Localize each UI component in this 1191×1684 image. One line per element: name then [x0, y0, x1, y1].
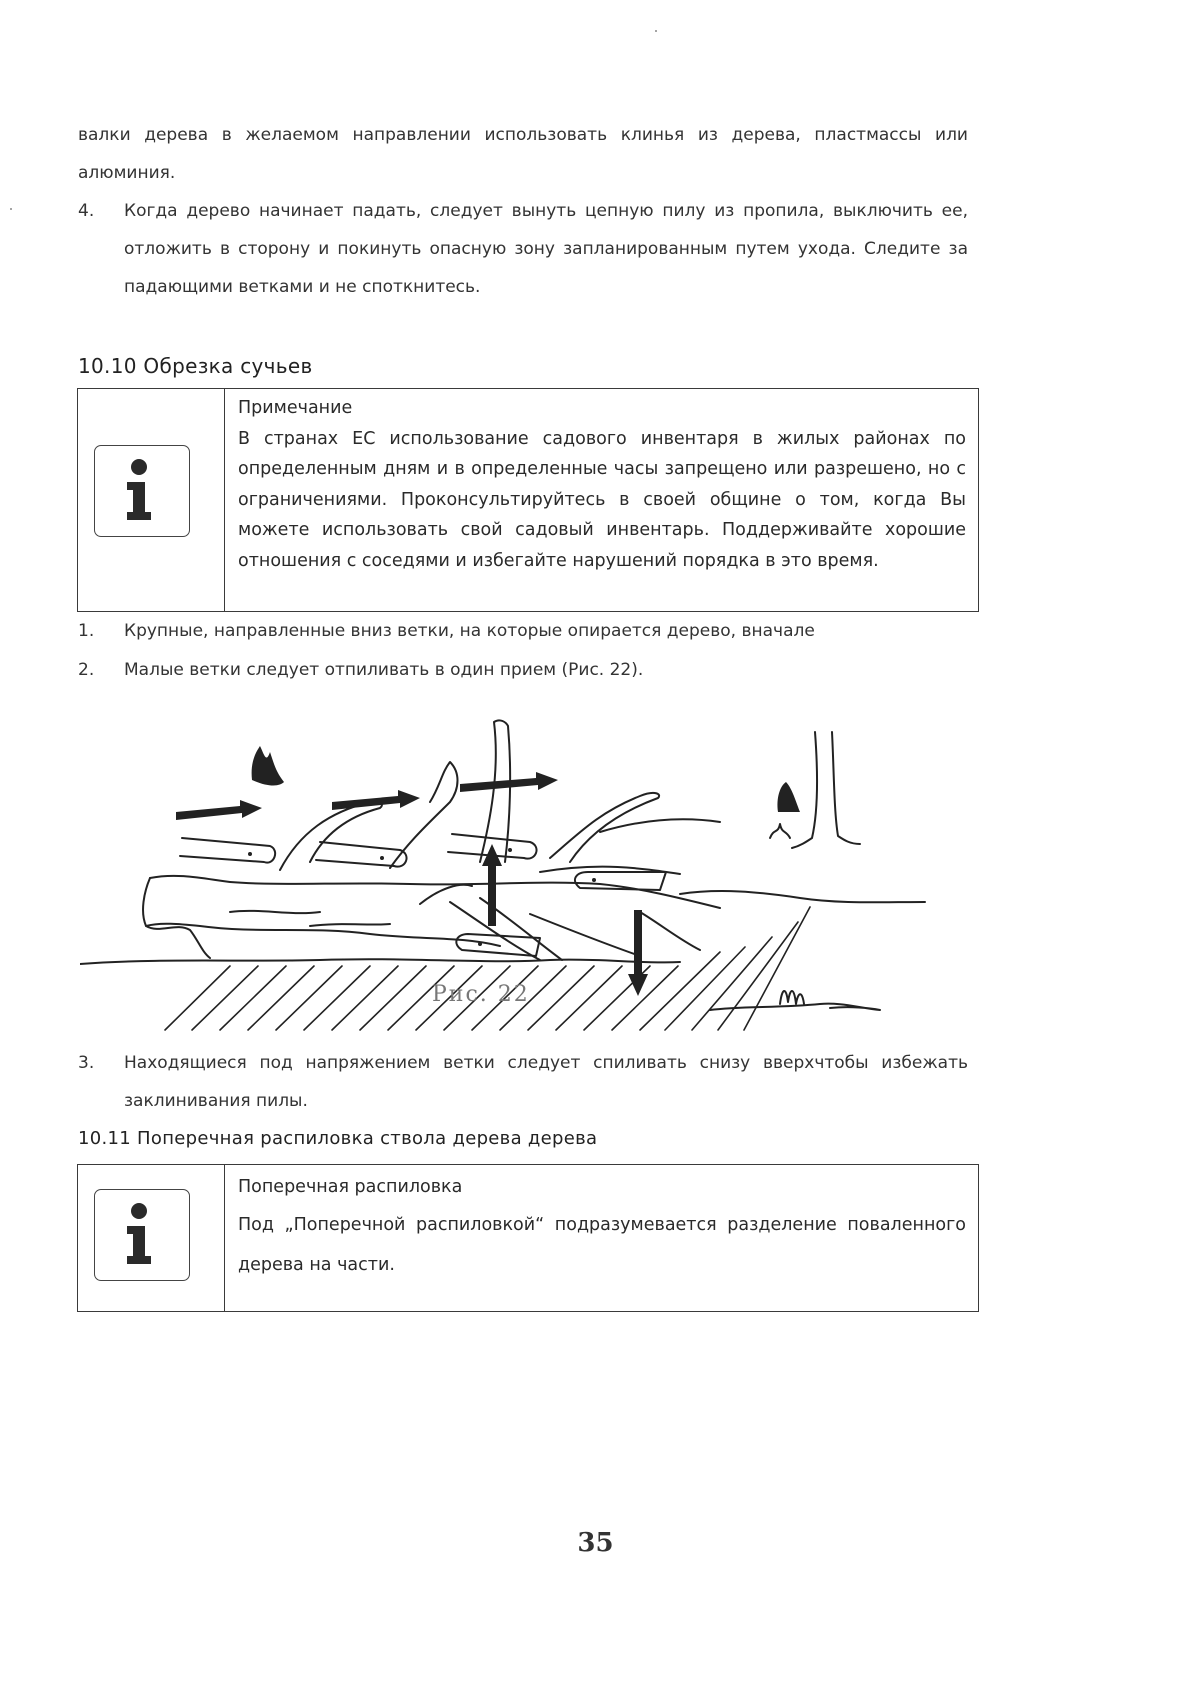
figure-22-delimbing-illustration: [80, 712, 940, 1042]
list-number: 4.: [78, 201, 95, 221]
note-text-cell: [238, 393, 966, 576]
scan-speck: [10, 208, 12, 210]
note-body: Под „Поперечной распиловкой“ подразумевается разделение поваленного дерева на части.: [238, 1215, 966, 1275]
list-item-1: [78, 612, 968, 650]
scan-speck: [655, 30, 657, 32]
list-item-3: [78, 1044, 968, 1124]
info-icon: [94, 1189, 190, 1281]
list-item-4: [78, 192, 968, 312]
list-text: Крупные, направленные вниз ветки, на которые опирается дерево, вначале: [124, 621, 815, 641]
list-item-2: [78, 651, 968, 689]
list-number: 3.: [78, 1053, 95, 1073]
note-body: В странах ЕС использование садового инвентаря в жилых районах по определенным дням и в определенные часы запрещено или разрешено, но с ограничениями. Проконсультируйтесь в своей общине о том, когда Вы можете использовать свой садовый инвентарь. Поддерживайте хорошие отношения с соседями и избегайте нарушений порядка в это время.: [238, 428, 966, 571]
note-box: [77, 1164, 979, 1312]
list-text: Когда дерево начинает падать, следует вынуть цепную пилу из пропила, выключить ее, отложить в сторону и покинуть опасную зону запланированным путем ухода. Следите за падающими ветками и не споткнитесь.: [124, 201, 968, 297]
list-text: Находящиеся под напряжением ветки следует спиливать снизу вверхчтобы избежать заклинивания пилы.: [124, 1053, 968, 1111]
section-heading-10-11: 10.11 Поперечная распиловка ствола дерева дерева: [78, 1128, 598, 1149]
info-icon: [94, 445, 190, 537]
list-number: 2.: [78, 660, 95, 680]
figure-caption: Рис. 22: [432, 982, 530, 1007]
note-text-cell: [238, 1169, 966, 1285]
note-box: [77, 388, 979, 612]
note-icon-cell: [78, 1165, 225, 1311]
list-number: 1.: [78, 621, 95, 641]
note-title: Примечание: [238, 398, 353, 418]
note-title: Поперечная распиловка: [238, 1177, 463, 1197]
section-heading-10-10: 10.10 Обрезка сучьев: [78, 354, 313, 378]
list-text: Малые ветки следует отпиливать в один прием (Рис. 22).: [124, 660, 644, 680]
page-number: 35: [577, 1528, 614, 1558]
note-icon-cell: [78, 389, 225, 611]
intro-paragraph: валки дерева в желаемом направлении использовать клинья из дерева, пластмассы или алюминия.: [78, 125, 968, 183]
